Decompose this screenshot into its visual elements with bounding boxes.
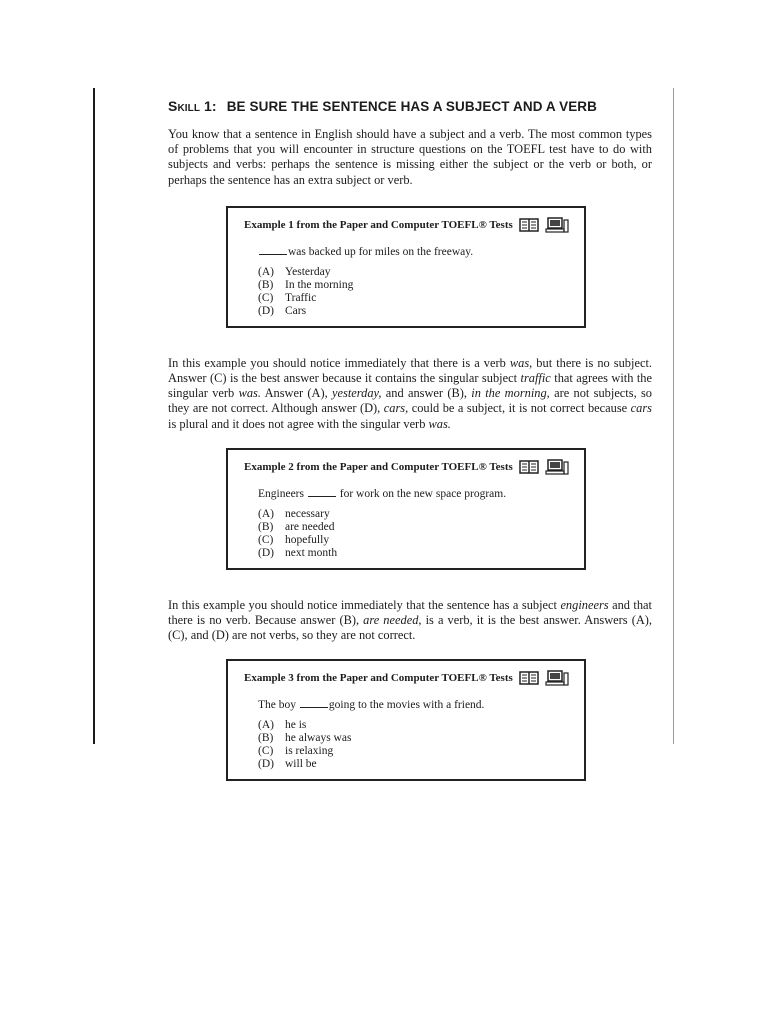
computer-test-icon [545,217,569,233]
skill-label: Skill 1: [168,98,217,114]
explanation-1-paragraph: In this example you should notice immediately that there is a verb was, but there is no subject. Answer (C) is the best answer because it contains the singular subject traffic that agrees with the singular verb was. Answer (A), yesterday, and answer (B), in the morning, are not subjects, so they are not correct. Although answer (D), cars, could be a subject, it is not correct because cars is plural and it does not agree with the singular verb was. [168,355,652,431]
example-3-choices [258,719,570,771]
choice-item: (D) Cars [258,304,307,317]
choice-item: (C) hopefully [258,533,330,546]
skill-title: BE SURE THE SENTENCE HAS A SUBJECT AND A VERB [226,99,597,114]
answer-blank [259,253,287,255]
choice-item: (B) In the morning [258,278,354,291]
intro-paragraph: You know that a sentence in English should have a subject and a verb. The most common types of problems that you will encounter in structure questions on the TOEFL test have to do with subjects and verbs: perhaps the sentence is missing either the subject or the verb or both, or perhaps the sentence has an extra subject or verb. [168,127,652,187]
skill-heading [168,98,652,114]
right-margin-rule [673,88,674,744]
computer-test-icon [545,459,569,475]
answer-blank [308,495,336,497]
choice-item: (A) necessary [258,507,330,520]
example-3-box [226,659,586,781]
example-3-title: Example 3 from the Paper and Computer TOEFL® Tests [244,670,570,686]
example-1-choices [258,266,570,318]
example-2-title: Example 2 from the Paper and Computer TOEFL® Tests [244,459,570,475]
choice-item: (C) Traffic [258,291,317,304]
example-2-box [226,448,586,570]
answer-blank [300,706,328,708]
choice-item: (A) he is [258,719,307,732]
example-2-choices [258,508,570,560]
example-1-question: was backed up for miles on the freeway. [258,246,570,258]
choice-item: (D) will be [258,758,317,771]
choice-item: (B) are needed [258,520,335,533]
computer-test-icon [545,670,569,686]
example-1-box [226,206,586,328]
explanation-2-paragraph: In this example you should notice immediately that the sentence has a subject engineers and that there is no verb. Because answer (B), are needed, is a verb, it is the best answer. Answers (A), (C), and (D) are not verbs, so they are not correct. [168,597,653,643]
choice-item: (D) next month [258,546,338,559]
paper-test-icon [519,460,539,474]
paper-test-icon [519,218,539,232]
choice-item: (A) Yesterday [258,265,331,278]
paper-test-icon [519,671,539,685]
example-2-question: Engineers for work on the new space program. [258,487,507,500]
page-content [168,98,652,781]
choice-item: (B) he always was [258,732,352,745]
example-3-question: The boy going to the movies with a friend. [258,699,485,712]
example-1-title: Example 1 from the Paper and Computer TOEFL® Tests [244,217,570,233]
left-margin-rule [93,88,95,744]
choice-item: (C) is relaxing [258,745,334,758]
